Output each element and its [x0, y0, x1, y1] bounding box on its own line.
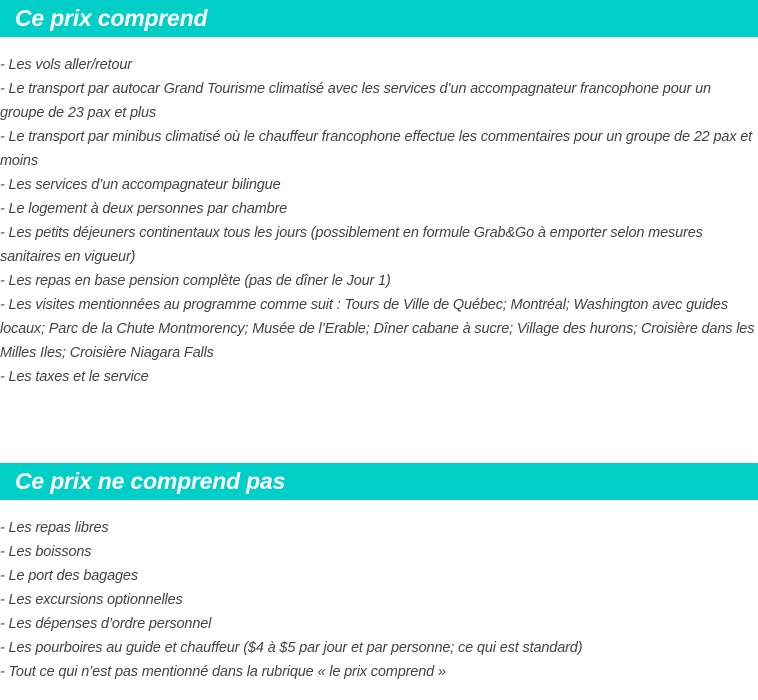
list-item: - Les dépenses d’ordre personnel: [0, 616, 212, 632]
included-items-list: [0, 53, 758, 389]
excluded-section-header: [0, 463, 758, 500]
excluded-section-title: Ce prix ne comprend pas: [15, 468, 286, 494]
list-item: - Les boissons: [0, 544, 92, 560]
list-item: - Les repas libres: [0, 520, 109, 536]
list-item: - Les visites mentionnées au programme comme suit : Tours de Ville de Québec; Montréal; Washington avec guides locaux; Parc de la Chute Montmorency; Musée de l’Erable; Dîner cabane à sucre; Village des hurons; Croisière dans les Milles Iles; Croisière Niagara Falls: [0, 297, 755, 361]
list-item: - Le transport par minibus climatisé où le chauffeur francophone effectue les commentaires pour un groupe de 22 pax et moins: [0, 129, 753, 169]
list-item: - Les pourboires au guide et chauffeur ($4 à $5 par jour et par personne; ce qui est standard): [0, 640, 583, 656]
list-item: - Le port des bagages: [0, 568, 138, 584]
list-item: - Tout ce qui n’est pas mentionné dans la rubrique « le prix comprend »: [0, 664, 446, 680]
list-item: - Les petits déjeuners continentaux tous les jours (possiblement en formule Grab&Go à emporter selon mesures sanitaires en vigueur): [0, 225, 703, 265]
list-item: - Le transport par autocar Grand Tourisme climatisé avec les services d’un accompagnateur francophone pour un groupe de 23 pax et plus: [0, 81, 711, 121]
list-item: - Les excursions optionnelles: [0, 592, 183, 608]
list-item: - Les taxes et le service: [0, 369, 149, 385]
included-section-title: Ce prix comprend: [15, 5, 208, 31]
list-item: - Les services d’un accompagnateur bilingue: [0, 177, 281, 193]
included-section-header: [0, 0, 758, 37]
list-item: - Les repas en base pension complète (pas de dîner le Jour 1): [0, 273, 391, 289]
list-item: - Les vols aller/retour: [0, 57, 132, 73]
list-item: - Le logement à deux personnes par chambre: [0, 201, 288, 217]
excluded-items-list: [0, 516, 758, 684]
